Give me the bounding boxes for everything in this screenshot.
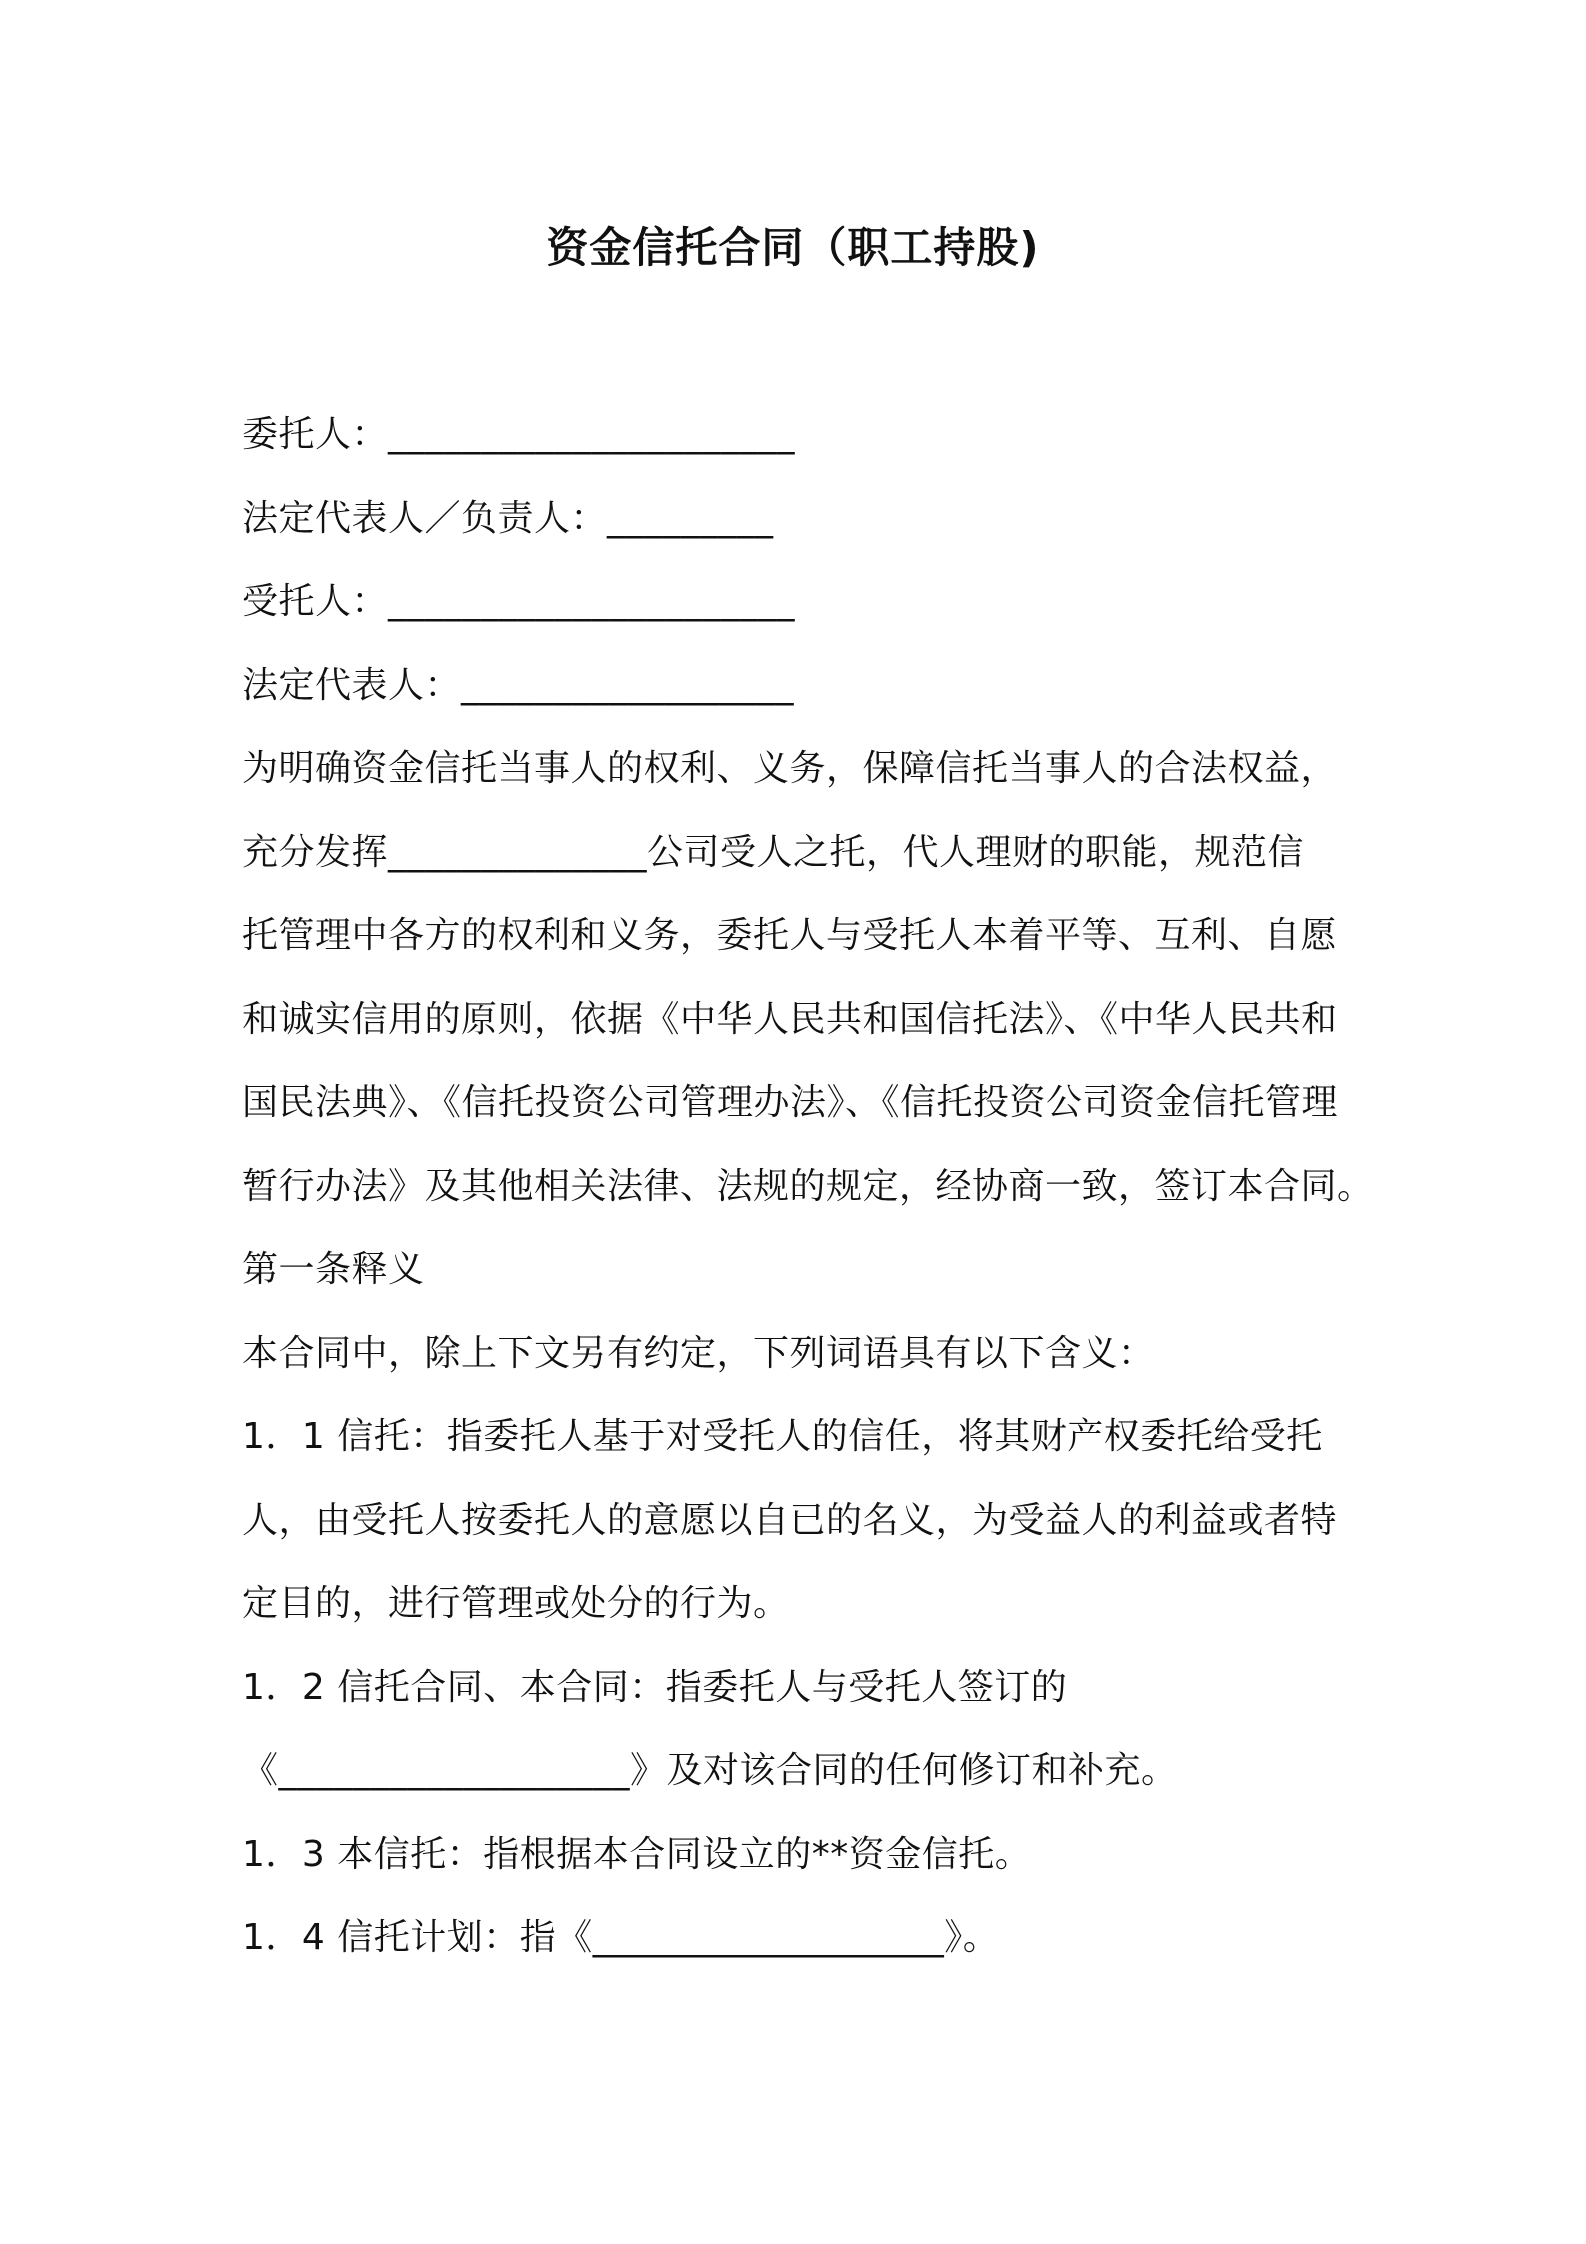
trustor-representative-field-line: 法定代表人／负责人：_________ (242, 497, 774, 539)
preamble-line: 暂行办法》及其他相关法律、法规的规定，经协商一致，签订本合同。 (242, 1165, 1374, 1207)
definition-line: 1．3 本信托：指根据本合同设立的**资金信托。 (242, 1833, 1032, 1875)
definitions-intro-line: 本合同中，除上下文另有约定，下列词语具有以下含义： (242, 1332, 1155, 1374)
trustee-representative-field-line: 法定代表人：__________________ (242, 664, 795, 706)
preamble-line: 充分发挥______________公司受人之托，代人理财的职能，规范信 (242, 831, 1305, 873)
preamble-line: 国民法典》、《信托投资公司管理办法》、《信托投资公司资金信托管理 (242, 1082, 1339, 1123)
document-body (242, 400, 1374, 1987)
trustee-field-line: 受托人：______________________ (242, 581, 796, 622)
definition-line: 定目的，进行管理或处分的行为。 (242, 1583, 790, 1624)
definition-line: 1．1 信托：指委托人基于对受托人的信任，将其财产权委托给受托 (242, 1416, 1323, 1457)
preamble-line: 为明确资金信托当事人的权利、义务，保障信托当事人的合法权益， (242, 748, 1338, 789)
trustor-field-line: 委托人：______________________ (242, 414, 796, 455)
article-heading: 第一条释义 (242, 1249, 425, 1290)
definition-line: 1．2 信托合同、本合同：指委托人与受托人签订的 (242, 1666, 1068, 1708)
preamble-line: 和诚实信用的原则，依据《中华人民共和国信托法》、《中华人民共和 (242, 998, 1338, 1040)
definition-line: 《___________________》及对该合同的任何修订和补充。 (242, 1750, 1178, 1791)
document-title: 资金信托合同（职工持股) (546, 223, 1040, 272)
definition-line: 人，由受托人按委托人的意愿以自已的名义，为受益人的利益或者特 (242, 1499, 1338, 1541)
preamble-line: 托管理中各方的权利和义务，委托人与受托人本着平等、互利、自愿 (242, 915, 1338, 956)
definition-line: 1．4 信托计划：指《___________________》。 (242, 1917, 1000, 1958)
